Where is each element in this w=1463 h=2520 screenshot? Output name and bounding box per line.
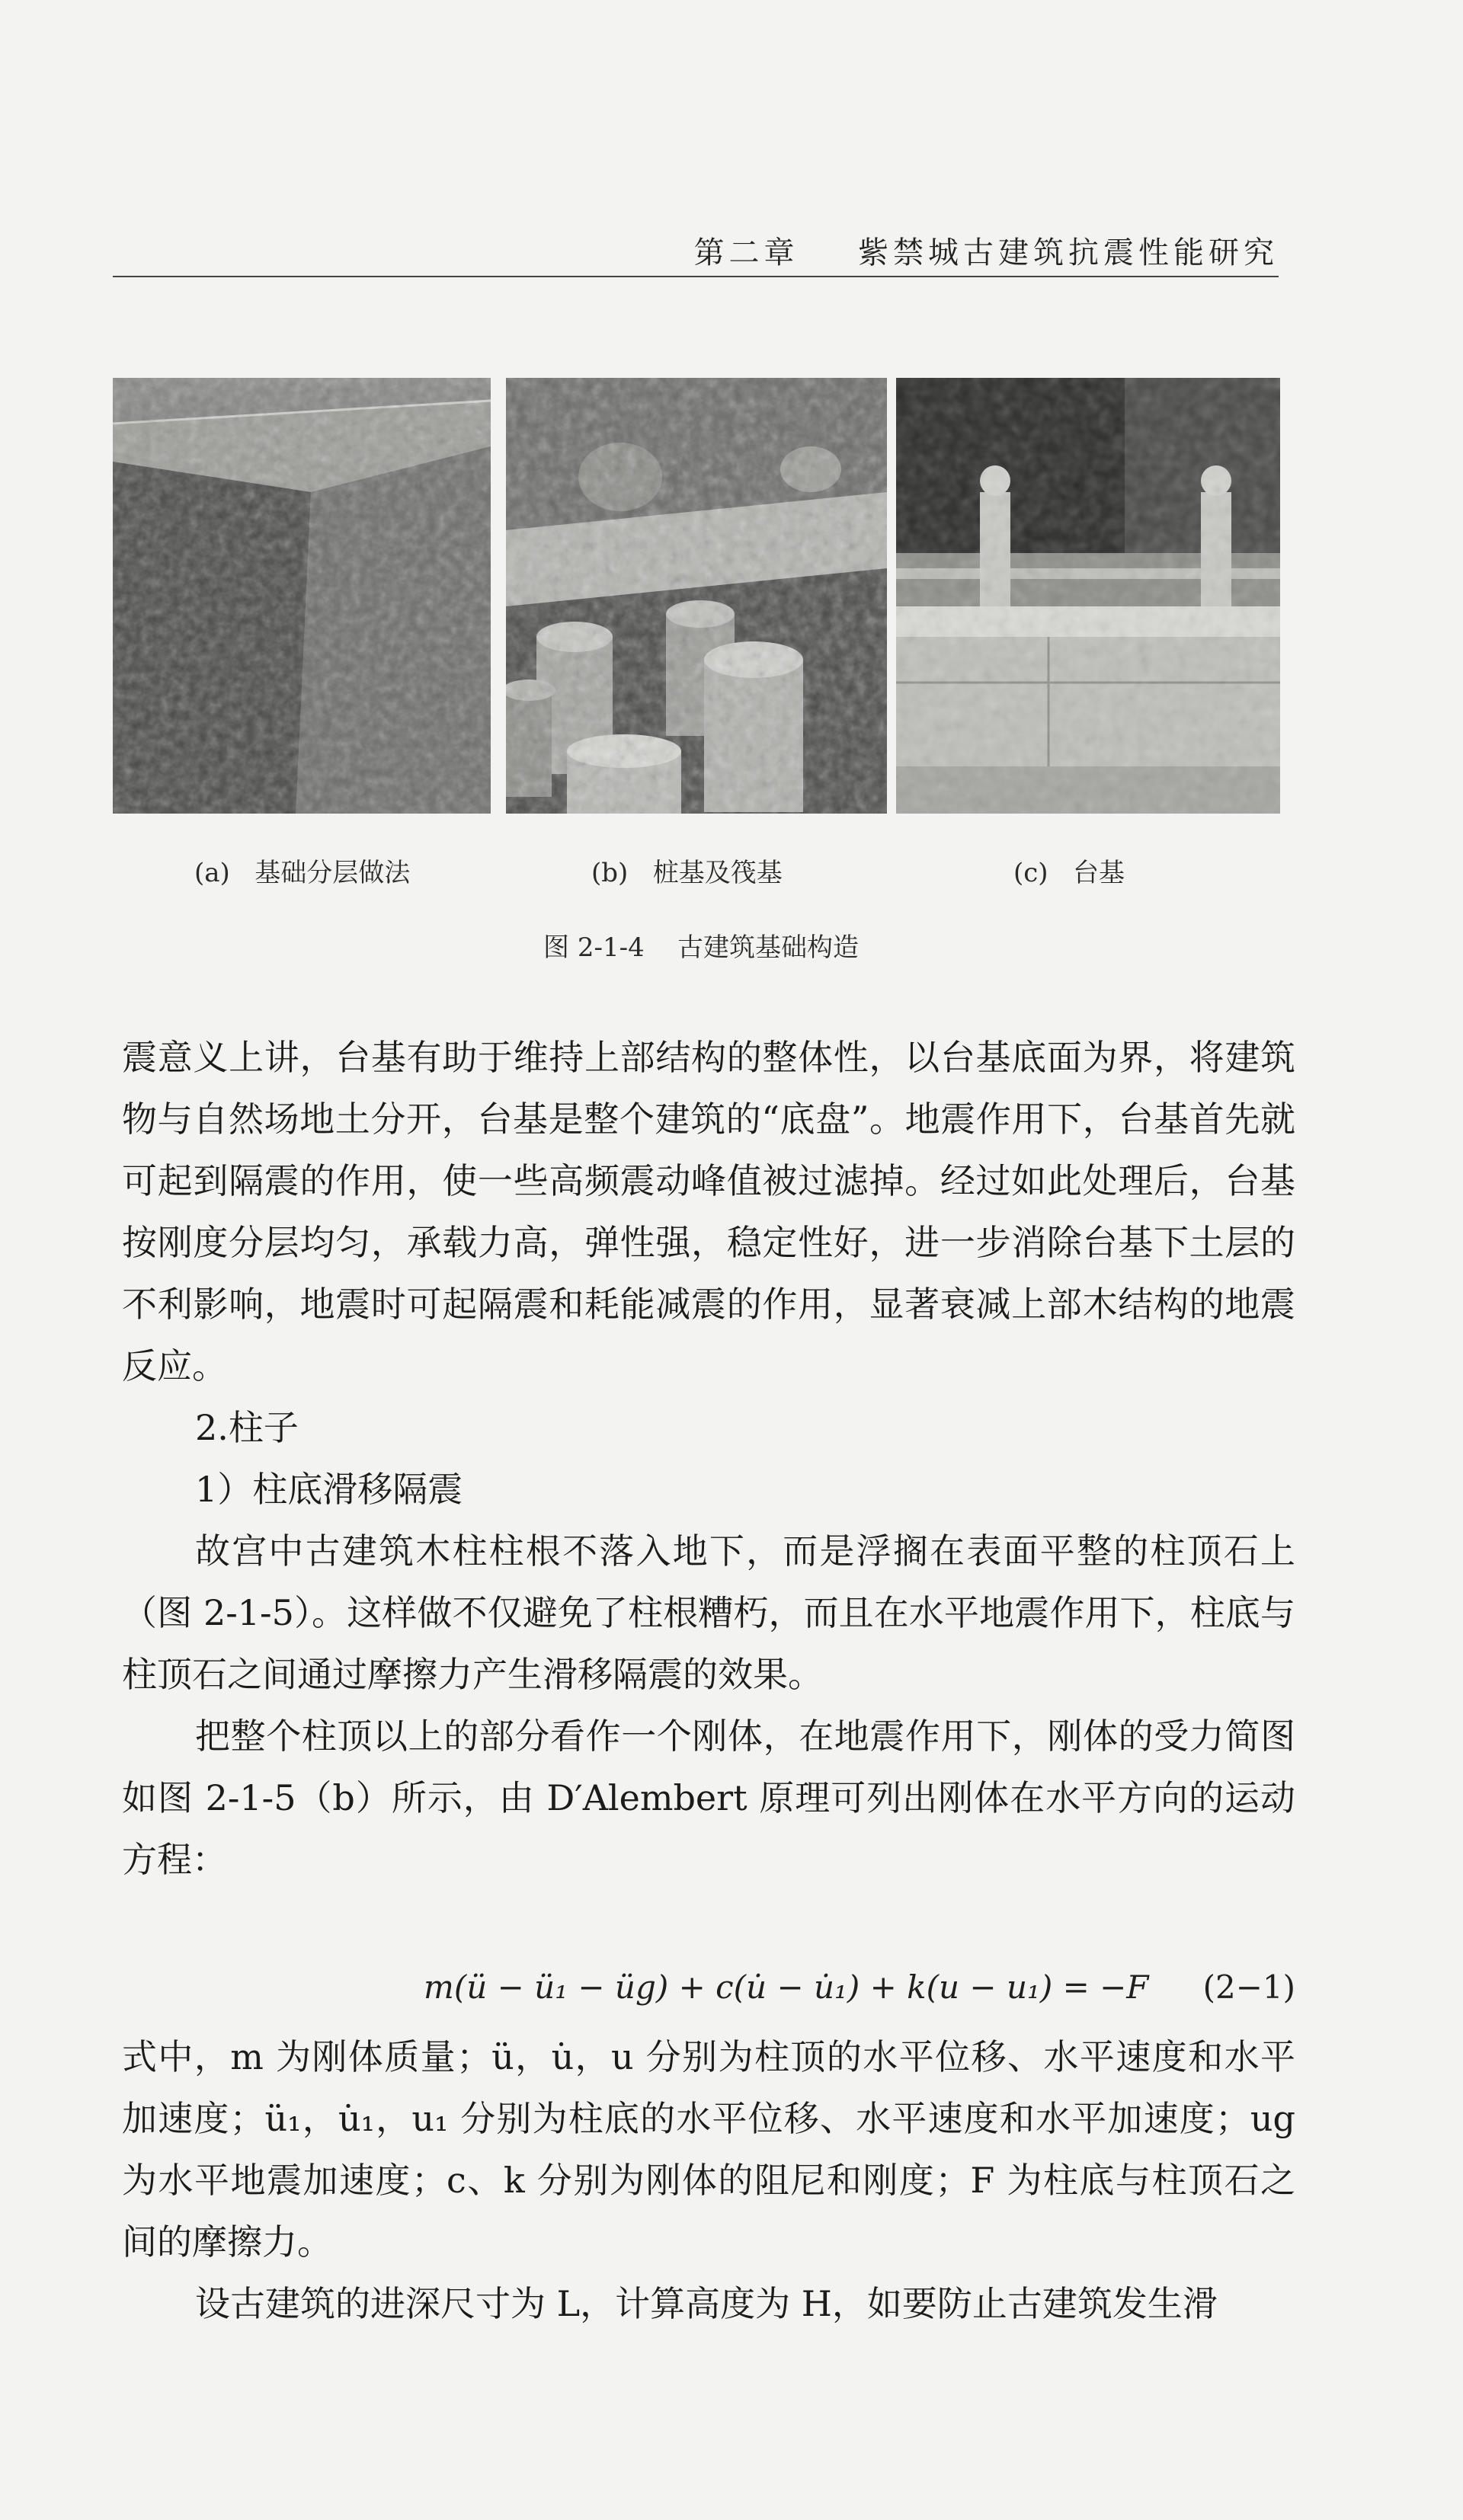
equation-2-1: [122, 1968, 1295, 2014]
caption-b-label: (b): [591, 858, 629, 888]
caption-b: [591, 852, 783, 889]
caption-c-text: 台基: [1073, 858, 1125, 888]
photo-pile-raft-foundation: [506, 378, 887, 814]
paragraph-platform: 震意义上讲，台基有助于维持上部结构的整体性，以台基底面为界，将建筑物与自然场地土分开，台基是整个建筑的“底盘”。地震作用下，台基首先就可起到隔震的作用，使一些高频震动峰值被过滤掉。经过如此处理后，台基按刚度分层均匀，承载力高，弹性强，稳定性好，进一步消除台基下土层的不利影响，地震时可起隔震和耗能减震的作用，显著衰减上部木结构的地震反应。: [122, 1037, 1295, 1386]
photo-platform-base: [896, 378, 1280, 814]
chapter-label: 第二章: [693, 235, 799, 270]
caption-c-label: (c): [1013, 858, 1048, 888]
paragraph-dimensions: 设古建筑的进深尺寸为 L，计算高度为 H，如要防止古建筑发生滑: [195, 2283, 1218, 2324]
caption-a: [194, 852, 410, 889]
body-text-upper: [122, 1027, 1295, 1891]
header-rule: [113, 276, 1279, 277]
running-header: [113, 229, 1279, 272]
body-text-lower: [122, 2026, 1295, 2335]
paragraph-variables: 式中，m 为刚体质量；ü，u̇，u 分别为柱顶的水平位移、水平速度和水平加速度；ü₁，u̇₁，u₁ 分别为柱底的水平位移、水平速度和水平加速度；ug 为水平地震加速度；c、k 分别为刚体的阻尼和刚度；F 为柱底与柱顶石之间的摩擦力。: [122, 2036, 1295, 2263]
caption-b-text: 桩基及筏基: [652, 858, 783, 888]
section-heading-columns: 2.柱子: [195, 1407, 299, 1448]
paragraph-rigid-body: 把整个柱顶以上的部分看作一个刚体，在地震作用下，刚体的受力简图如图 2-1-5（b）所示，由 D′Alembert 原理可列出刚体在水平方向的运动方程：: [122, 1716, 1295, 1880]
equation-number: (2−1): [1202, 1968, 1295, 2006]
photo-foundation-layers: [113, 378, 491, 814]
caption-a-text: 基础分层做法: [255, 858, 411, 888]
subsection-heading-sliding: 1）柱底滑移隔震: [195, 1469, 463, 1510]
caption-a-label: (a): [194, 858, 230, 888]
figure-title: 图 2-1-4 古建筑基础构造: [543, 932, 859, 963]
equation-body: m(ü − ü₁ − üg) + c(u̇ − u̇₁) + k(u − u₁) = −F: [424, 1968, 1149, 2006]
caption-c: [1013, 852, 1125, 889]
paragraph-column-base: 故宫中古建筑木柱柱根不落入地下，而是浮搁在表面平整的柱顶石上（图 2-1-5）。这样做不仅避免了柱根糟朽，而且在水平地震作用下，柱底与柱顶石之间通过摩擦力产生滑移隔震的效果。: [122, 1530, 1295, 1695]
chapter-title: 紫禁城古建筑抗震性能研究: [858, 235, 1279, 270]
